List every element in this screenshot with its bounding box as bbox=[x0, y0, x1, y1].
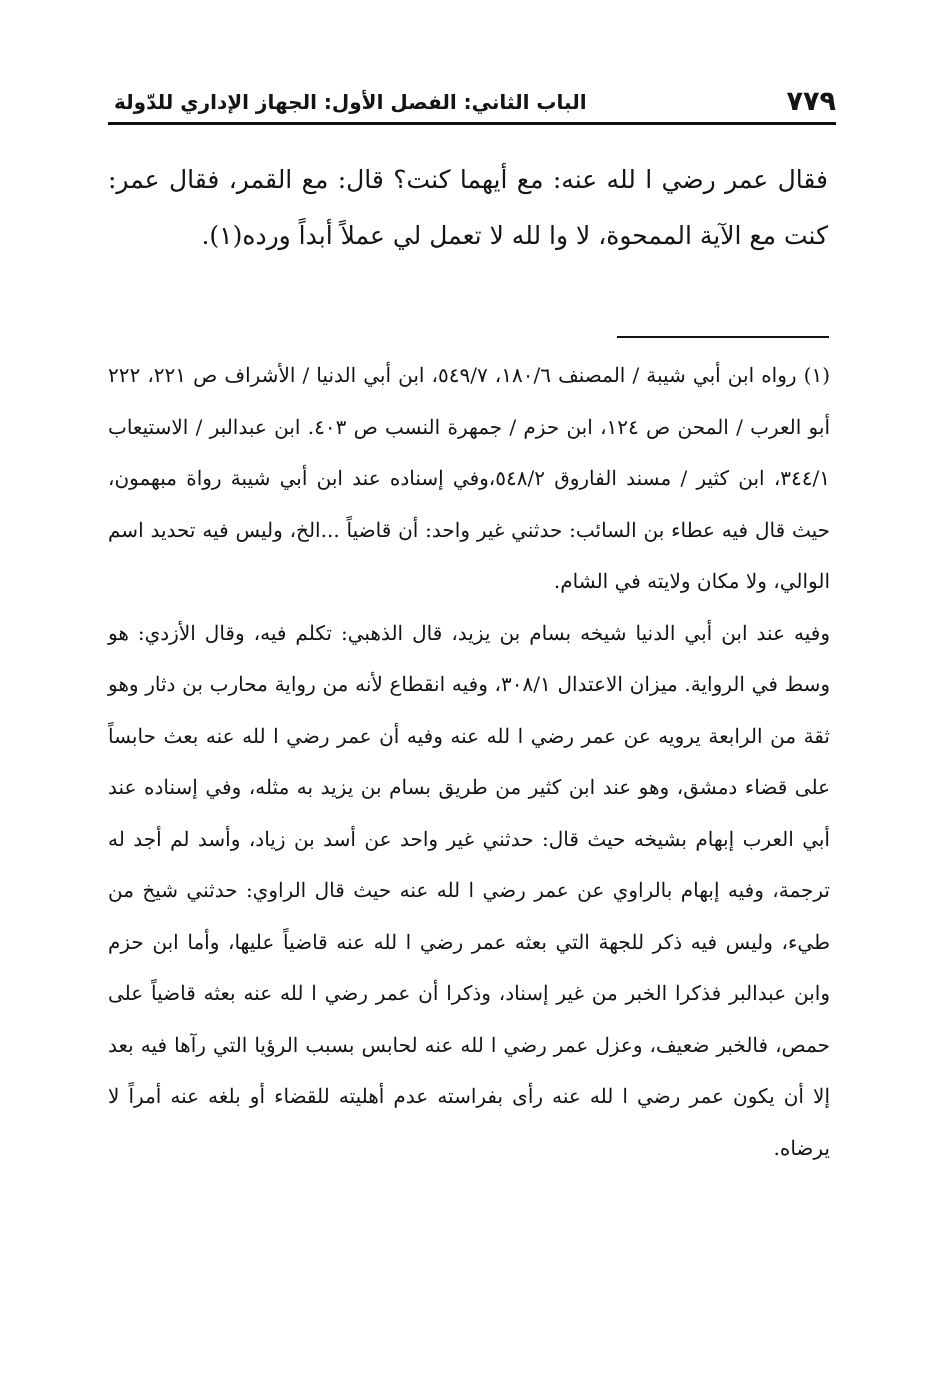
page-header bbox=[108, 84, 836, 125]
footnote-1: (١) رواه ابن أبي شيبة / المصنف ١٨٠/٦، ٥٤٩/٧، ابن أبي الدنيا / الأشراف ص ٢٢١، ٢٢٢ أبو العرب / المحن ص ١٢٤، ابن حزم / جمهرة النسب ص ٤٠٣. ابن عبدالبر / الاستيعاب ٣٤٤/١، ابن كثير / مسند الفاروق ٥٤٨/٢،وفي إسناده عند ابن أبي شيبة رواة مبهمون، حيث قال فيه عطاء بن السائب: حدثني غير واحد: أن قاضياً ...الخ، وليس فيه تحديد اسم الوالي، ولا مكان ولايته في الشام. bbox=[108, 363, 831, 593]
footnotes bbox=[108, 350, 830, 1174]
main-paragraph: فقال عمر رضي ا لله عنه: مع أيهما كنت؟ قال: مع القمر، فقال عمر: كنت مع الآية الممحوة، لا وا لله لا تعمل لي عملاً أبداً ورده(١). bbox=[108, 165, 828, 250]
footnote-1-continued: وفيه عند ابن أبي الدنيا شيخه بسام بن يزيد، قال الذهبي: تكلم فيه، وقال الأزدي: هو وسط في الرواية. ميزان الاعتدال ٣٠٨/١، وفيه انقطاع لأنه من رواية محارب بن دثار وهو ثقة من الرابعة يرويه عن عمر رضي ا لله عنه وفيه أن عمر رضي ا لله عنه بعث حابساً على قضاء دمشق، وهو عند ابن كثير من طريق بسام بن يزيد به مثله، وفي إسناده عند أبي العرب إبهام بشيخه حيث قال: حدثني غير واحد عن أسد بن زياد، وأسد لم أجد له ترجمة، وفيه إبهام بالراوي عن عمر رضي ا لله عنه حيث قال الراوي: حدثني شيخ من طيء، وليس فيه ذكر للجهة التي بعثه عمر رضي ا لله عنه قاضياً عليها، وأما ابن حزم وابن عبدالبر فذكرا الخبر من غير إسناد، وذكرا أن عمر رضي ا لله عنه بعثه قاضياً على حمص، فالخبر ضعيف، وعزل عمر رضي ا لله عنه لحابس بسبب الرؤيا التي رآها فيه بعد إلا أن يكون عمر رضي ا لله عنه رأى بفراسته عدم أهليته للقضاء أو بلغه عنه أمراً لا يرضاه. bbox=[108, 620, 831, 1160]
page-number: ٧٧٩ bbox=[786, 86, 836, 117]
footnote-separator bbox=[617, 336, 829, 338]
running-title: الباب الثاني: الفصل الأول: الجهاز الإداري للدّولة bbox=[114, 90, 587, 114]
main-text bbox=[108, 152, 828, 264]
